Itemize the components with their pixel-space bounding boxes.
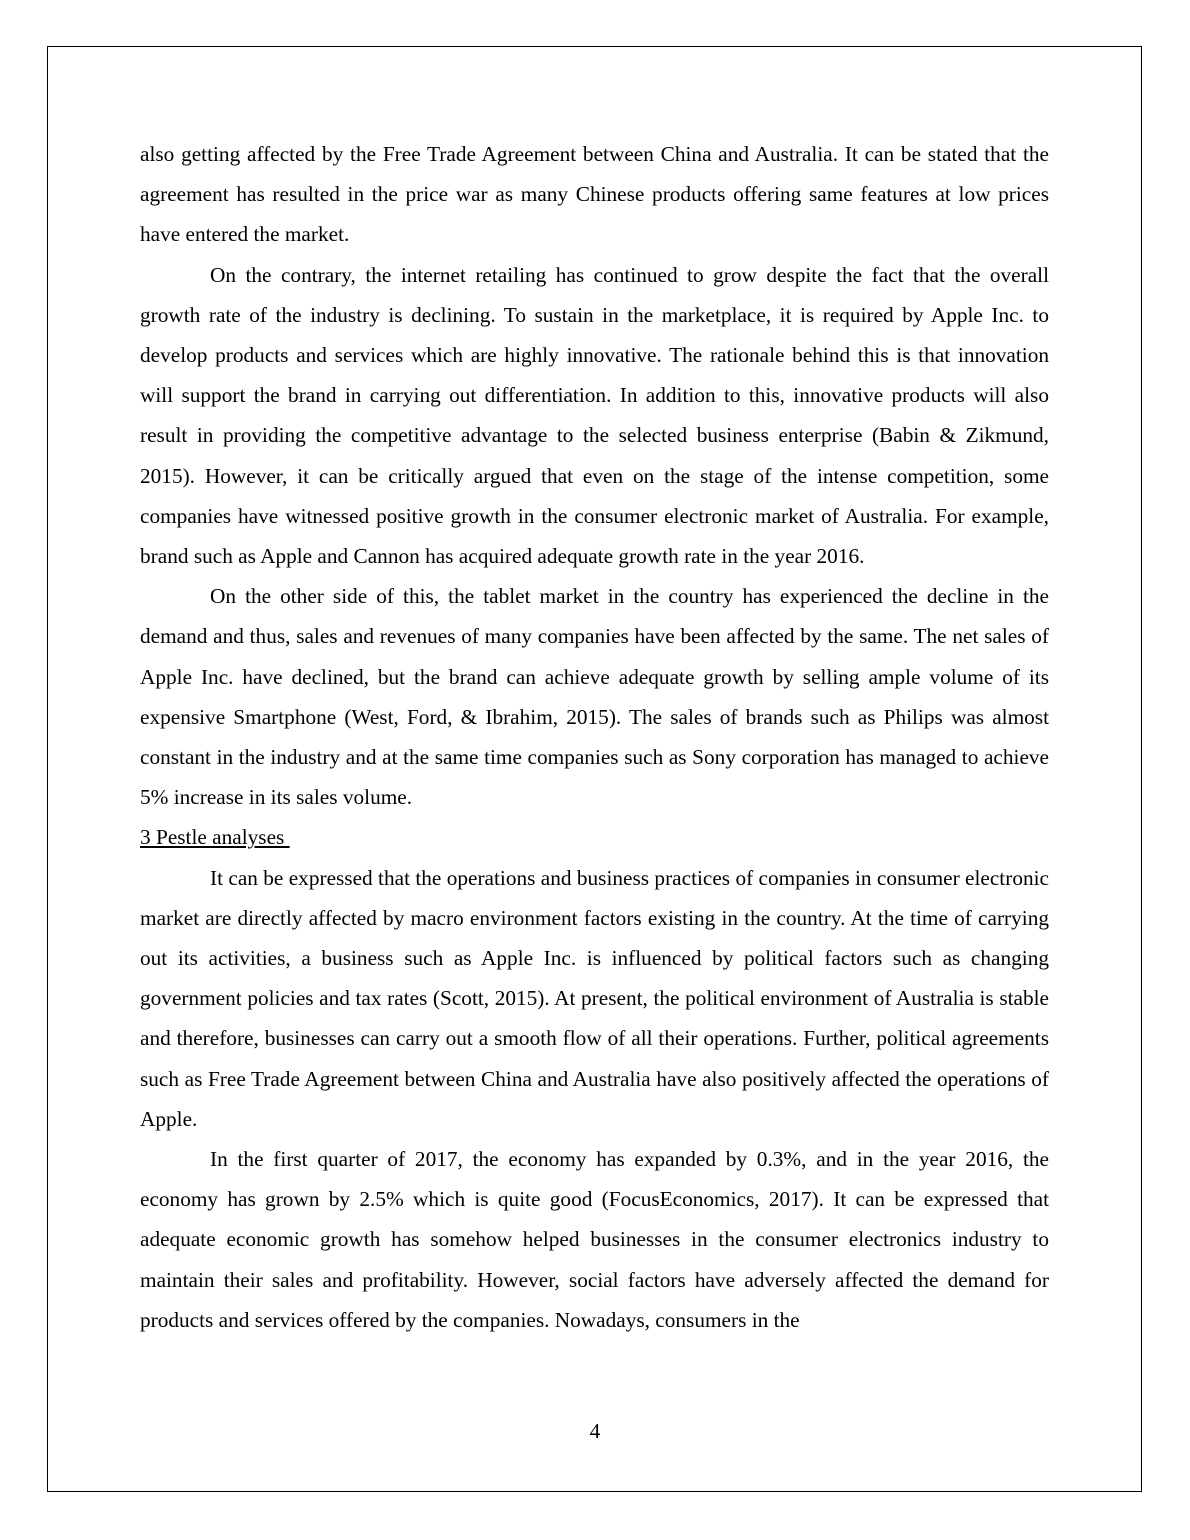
document-body xyxy=(140,134,1049,1340)
paragraph-internet-retailing: On the contrary, the internet retailing has continued to grow despite the fact that the overall growth rate of the industry is declining. To sustain in the marketplace, it is required by Apple Inc. to develop products and services which are highly innovative. The rationale behind this is that innovation will support the brand in carrying out differentiation. In addition to this, innovative products will also result in providing the competitive advantage to the selected business enterprise (Babin & Zikmund, 2015). However, it can be critically argued that even on the stage of the intense competition, some companies have witnessed positive growth in the consumer electronic market of Australia. For example, brand such as Apple and Cannon has acquired adequate growth rate in the year 2016. xyxy=(140,262,1049,569)
section-heading-pestle: 3 Pestle analyses xyxy=(140,825,290,850)
paragraph-continuation: also getting affected by the Free Trade Agreement between China and Australia. It can be stated that the agreement has resulted in the price war as many Chinese products offering same features at low prices have entered the market. xyxy=(140,142,1049,247)
paragraph-economic-factors: In the first quarter of 2017, the economy has expanded by 0.3%, and in the year 2016, the economy has grown by 2.5% which is quite good (FocusEconomics, 2017). It can be expressed that adequate economic growth has somehow helped businesses in the consumer electronics industry to maintain their sales and profitability. However, social factors have adversely affected the demand for products and services offered by the companies. Nowadays, consumers in the xyxy=(140,1147,1049,1332)
paragraph-tablet-market: On the other side of this, the tablet market in the country has experienced the decline in the demand and thus, sales and revenues of many companies have been affected by the same. The net sales of Apple Inc. have declined, but the brand can achieve adequate growth by selling ample volume of its expensive Smartphone (West, Ford, & Ibrahim, 2015). The sales of brands such as Philips was almost constant in the industry and at the same time companies such as Sony corporation has managed to achieve 5% increase in its sales volume. xyxy=(140,584,1049,810)
paragraph-political-factors: It can be expressed that the operations and business practices of companies in consumer electronic market are directly affected by macro environment factors existing in the country. At the time of carrying out its activities, a business such as Apple Inc. is influenced by political factors such as changing government policies and tax rates (Scott, 2015). At present, the political environment of Australia is stable and therefore, businesses can carry out a smooth flow of all their operations. Further, political agreements such as Free Trade Agreement between China and Australia have also positively affected the operations of Apple. xyxy=(140,865,1049,1131)
page-number: 4 xyxy=(589,1419,601,1443)
